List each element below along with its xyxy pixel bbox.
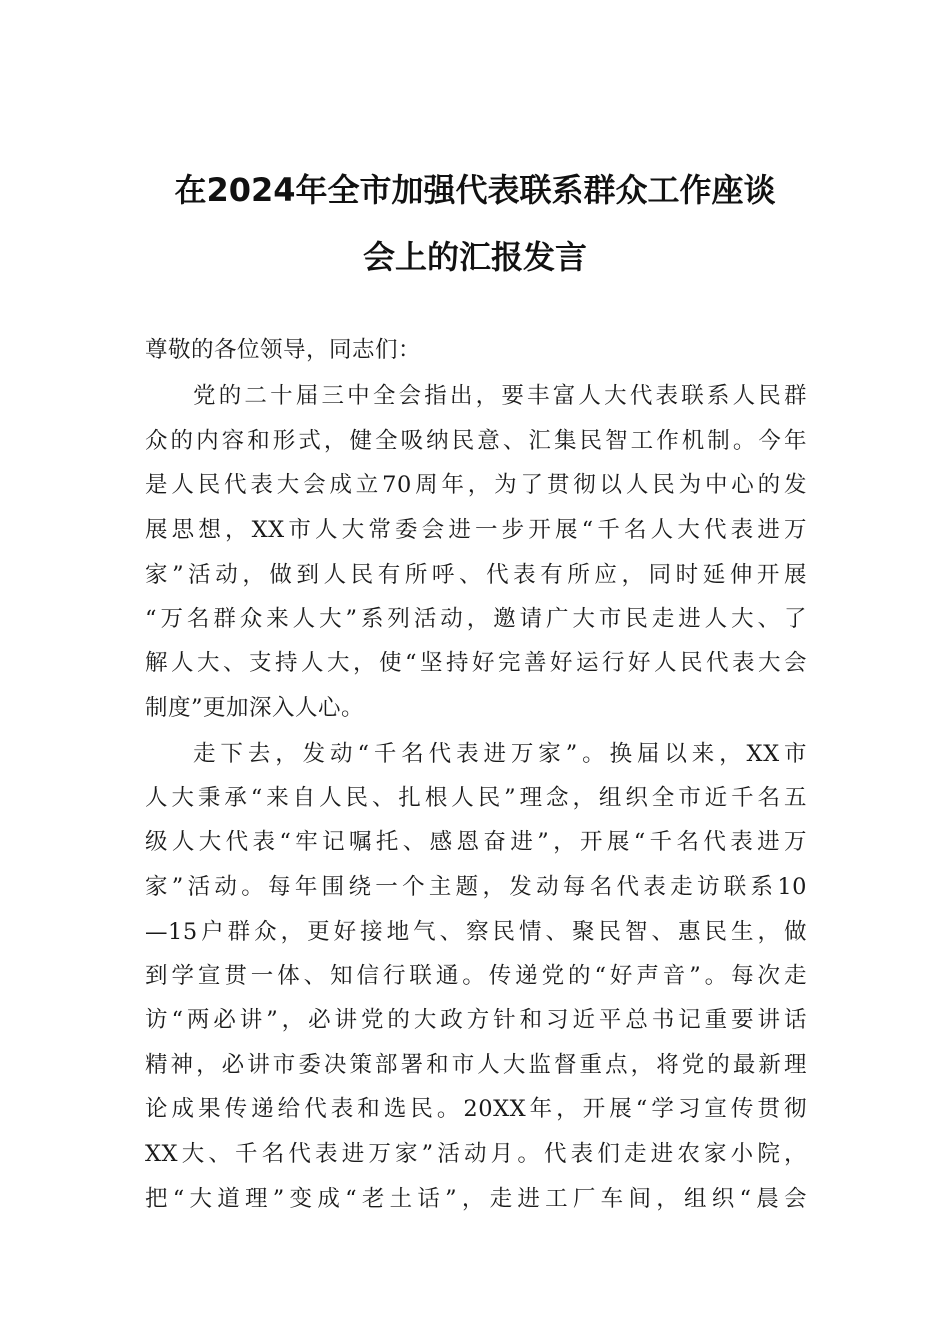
paragraph-2-line: —15户群众，更好接地气、察民情、聚民智、惠民生，做 <box>145 919 807 945</box>
paragraph-2-line: 到学宣贯一体、知信行联通。传递党的“好声音”。每次走 <box>145 963 807 989</box>
paragraph-1-line: 党的二十届三中全会指出，要丰富人大代表联系人民群 <box>193 383 807 409</box>
paragraph-2-line: 走下去，发动“千名代表进万家”。换届以来，XX市 <box>193 741 807 767</box>
paragraph-1-line: 展思想，XX市人大常委会进一步开展“千名人大代表进万 <box>145 517 807 543</box>
paragraph-1-line: 制度”更加深入人心。 <box>145 695 365 721</box>
paragraph-2-line: 把“大道理”变成“老土话”，走进工厂车间，组织“晨会 <box>145 1186 807 1212</box>
paragraph-2-line: XX大、千名代表进万家”活动月。代表们走进农家小院， <box>145 1141 807 1167</box>
paragraph-1-line: 家”活动，做到人民有所呼、代表有所应，同时延伸开展 <box>145 562 807 588</box>
paragraph-2-line: 家”活动。每年围绕一个主题，发动每名代表走访联系10 <box>145 874 807 900</box>
paragraph-2-line: 人大秉承“来自人民、扎根人民”理念，组织全市近千名五 <box>145 785 807 811</box>
paragraph-2-line: 论成果传递给代表和选民。20XX年，开展“学习宣传贯彻 <box>145 1096 807 1122</box>
paragraph-2-line: 访“两必讲”，必讲党的大政方针和习近平总书记重要讲话 <box>145 1007 807 1033</box>
paragraph-1-line: 是人民代表大会成立70周年，为了贯彻以人民为中心的发 <box>145 472 807 498</box>
paragraph-1-line: “万名群众来人大”系列活动，邀请广大市民走进人大、了 <box>145 606 807 632</box>
paragraph-2-line: 精神，必讲市委决策部署和市人大监督重点，将党的最新理 <box>145 1052 807 1078</box>
document-title-line-1: 在2024年全市加强代表联系群众工作座谈 <box>174 171 776 209</box>
paragraph-1-line: 众的内容和形式，健全吸纳民意、汇集民智工作机制。今年 <box>145 428 807 454</box>
document-title-line-2: 会上的汇报发言 <box>362 238 587 276</box>
paragraph-1-line: 解人大、支持人大，使“坚持好完善好运行好人民代表大会 <box>145 650 807 676</box>
paragraph-2-line: 级人大代表“牢记嘱托、感恩奋进”，开展“千名代表进万 <box>145 829 807 855</box>
salutation: 尊敬的各位领导，同志们： <box>145 337 422 363</box>
